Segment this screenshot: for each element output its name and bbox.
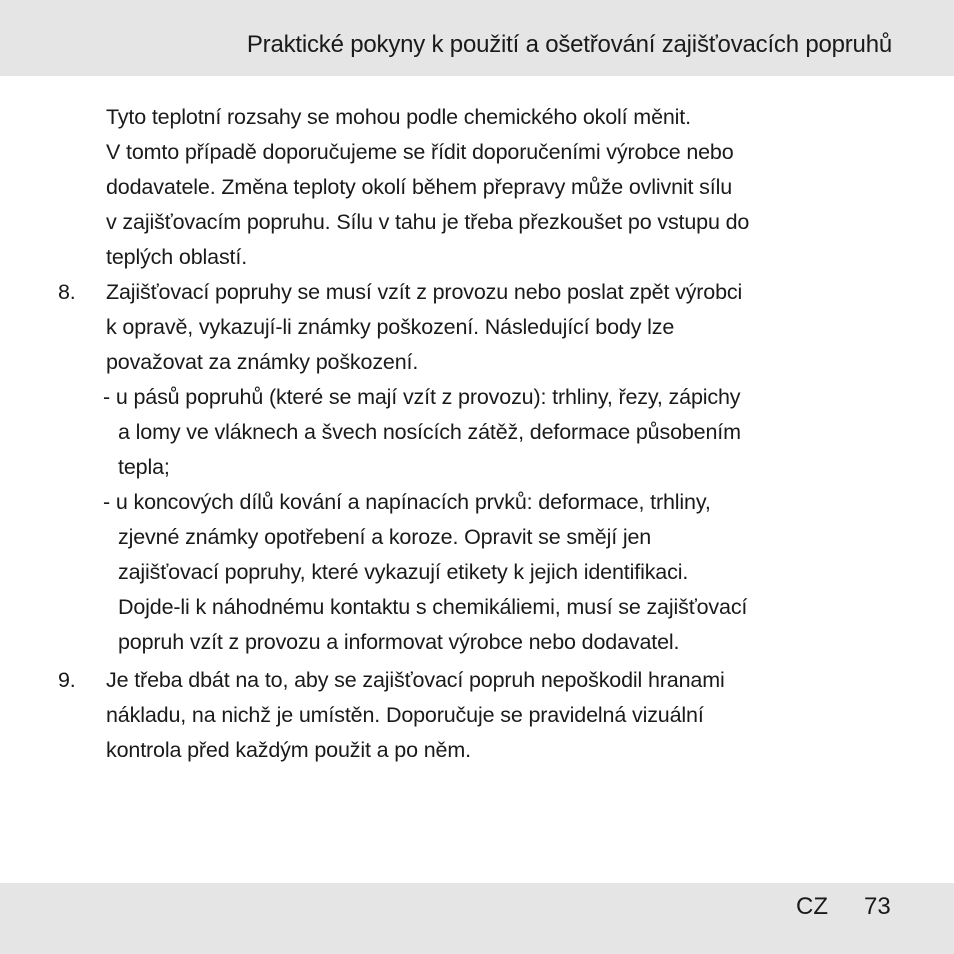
- paragraph-line: dodavatele. Změna teploty okolí během přepravy může ovlivnit sílu: [106, 175, 733, 199]
- list-item-line: Zajišťovací popruhy se musí vzít z provozu nebo poslat zpět výrobci: [106, 280, 743, 304]
- paragraph-line: Tyto teplotní rozsahy se mohou podle chemického okolí měnit.: [106, 105, 691, 129]
- list-item-line: nákladu, na nichž je umístěn. Doporučuje se pravidelná vizuální: [106, 703, 704, 727]
- bullet-line: zajišťovací popruhy, které vykazují etikety k jejich identifikaci.: [118, 560, 689, 584]
- list-item-number: 8.: [58, 280, 76, 304]
- list-item-line: považovat za známky poškození.: [106, 350, 419, 374]
- list-item-number: 9.: [58, 668, 76, 692]
- paragraph-line: v zajišťovacím popruhu. Sílu v tahu je třeba přezkoušet po vstupu do: [106, 210, 750, 234]
- list-item-line: Je třeba dbát na to, aby se zajišťovací popruh nepoškodil hranami: [106, 668, 725, 692]
- list-item-line: k opravě, vykazují-li známky poškození. Následující body lze: [106, 315, 675, 339]
- bullet-line: tepla;: [118, 455, 170, 479]
- paragraph-line: V tomto případě doporučujeme se řídit doporučeními výrobce nebo: [106, 140, 734, 164]
- bullet-line: popruh vzít z provozu a informovat výrobce nebo dodavatel.: [118, 630, 680, 654]
- bullet-line: - u koncových dílů kování a napínacích prvků: deformace, trhliny,: [103, 490, 711, 514]
- paragraph-line: teplých oblastí.: [106, 245, 248, 269]
- page-number: 73: [864, 893, 891, 920]
- page-title: Praktické pokyny k použití a ošetřování zajišťovacích popruhů: [246, 31, 892, 58]
- bullet-line: - u pásů popruhů (které se mají vzít z provozu): trhliny, řezy, zápichy: [103, 385, 741, 409]
- list-item-line: kontrola před každým použit a po něm.: [106, 738, 471, 762]
- bullet-line: Dojde-li k náhodnému kontaktu s chemikáliemi, musí se zajišťovací: [118, 595, 748, 619]
- language-code: CZ: [796, 893, 828, 920]
- bullet-line: a lomy ve vláknech a švech nosících zátěž, deformace působením: [118, 420, 741, 444]
- bullet-line: zjevné známky opotřebení a koroze. Opravit se smějí jen: [118, 525, 652, 549]
